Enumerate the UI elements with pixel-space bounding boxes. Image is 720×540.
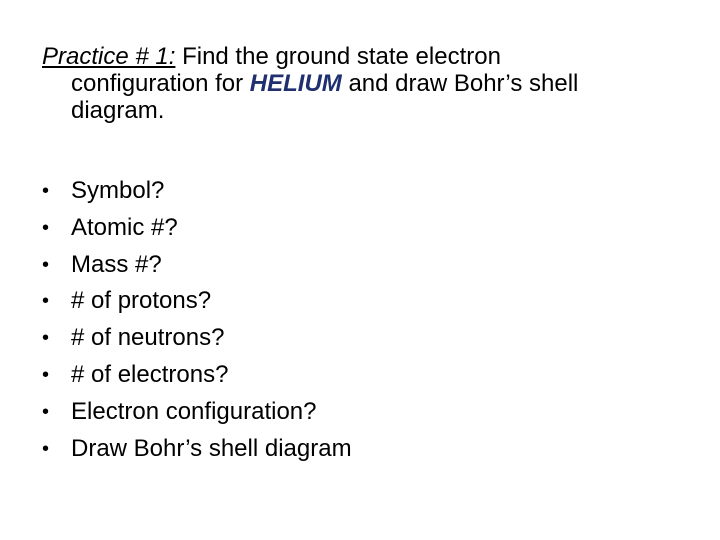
practice-label: Practice # 1: [42,43,176,70]
list-item [42,320,352,357]
list-item-text: Symbol? [71,177,165,204]
heading-line-2 [42,70,682,97]
list-item [42,283,352,320]
list-item-text: Electron configuration? [71,397,317,425]
list-item [42,210,352,247]
list-item-text: Atomic #? [71,213,178,241]
list-item [42,247,352,284]
heading-line-1-text: Find the ground state electron [175,43,501,70]
heading-line-1 [42,43,682,70]
list-item [42,431,352,468]
list-item-text: # of neutrons? [71,324,225,352]
element-name: HELIUM [249,70,342,97]
bullet-icon: • [42,253,50,276]
bullet-icon: • [42,437,50,460]
bullet-icon: • [42,327,50,350]
bullet-icon: • [42,290,50,313]
bullet-icon: • [42,216,50,239]
list-item-text: # of electrons? [71,360,229,388]
list-item [42,394,352,431]
bullet-icon: • [42,400,50,423]
list-item-text: Mass #? [71,250,162,278]
bullet-icon: • [42,363,50,386]
heading-line-2-after: and draw Bohr’s shell [341,70,579,97]
list-item [42,173,352,210]
list-item [42,357,352,394]
bullet-icon: • [42,180,50,202]
heading-line-2-before: configuration for [71,70,250,97]
list-item-text: Draw Bohr’s shell diagram [71,434,352,462]
list-item-text: # of protons? [71,287,212,315]
question-list [42,173,352,467]
practice-heading [42,43,682,124]
heading-line-3: diagram. [71,97,165,124]
